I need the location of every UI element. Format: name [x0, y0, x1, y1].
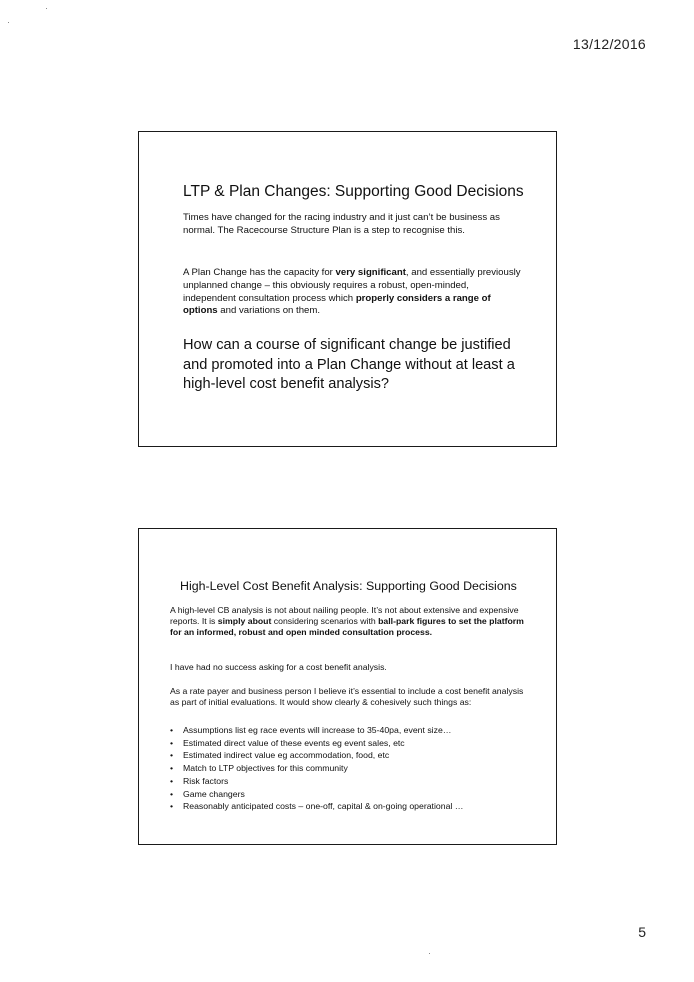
slide-ltp-plan-changes — [138, 131, 557, 447]
slide-title: LTP & Plan Changes: Supporting Good Decisions — [183, 183, 524, 200]
scan-speck — [46, 8, 47, 9]
page-date: 13/12/2016 — [572, 36, 646, 52]
slide-paragraph-rate-payer: As a rate payer and business person I believe it’s essential to include a cost benefit analysis as part of initial evaluations. It would show clearly & cohesively such things as: — [170, 686, 524, 708]
list-item: • Estimated direct value of these events eg event sales, etc — [170, 737, 532, 750]
list-item: • Game changers — [170, 788, 532, 801]
text-span: and variations on them. — [217, 305, 321, 317]
slide-paragraph-plan-change — [183, 267, 523, 318]
list-item: • Match to LTP objectives for this community — [170, 762, 532, 775]
scan-speck — [429, 953, 430, 954]
bold-text: very significant — [335, 267, 406, 278]
list-item: • Risk factors — [170, 775, 532, 788]
slide-paragraph-cb-analysis — [170, 605, 532, 639]
slide-cost-benefit-analysis — [138, 528, 557, 845]
slide-paragraph-no-success: I have had no success asking for a cost benefit analysis. — [170, 662, 387, 672]
slide-paragraph-intro: Times have changed for the racing industry and it just can’t be business as normal. The Racecourse Structure Plan is a step to recognise this. — [183, 212, 500, 236]
scan-speck — [8, 22, 9, 23]
text-span: A high-level CB analysis is not about nailing people. It’s not about extensive and expensive reports. It is — [170, 605, 519, 627]
page-number: 5 — [638, 924, 646, 940]
bold-text: properly considers a range of options — [183, 292, 491, 317]
slide-title: High-Level Cost Benefit Analysis: Supporting Good Decisions — [180, 579, 517, 593]
text-span: , and essentially previously unplanned change – this obviously requires a robust, open-minded, independent consultation process which — [183, 267, 521, 304]
list-item: • Reasonably anticipated costs – one-off, capital & on-going operational … — [170, 800, 532, 813]
text-span: A Plan Change has the capacity for — [183, 267, 336, 278]
slide-question: How can a course of significant change be justified and promoted into a Plan Change without at least a high-level cost benefit analysis? — [183, 337, 515, 392]
text-span: considering scenarios with — [271, 616, 379, 627]
list-item: • Estimated indirect value eg accommodation, food, etc — [170, 749, 532, 762]
bold-text: ball-park figures to set the platform for an informed, robust and open minded consultation process. — [170, 616, 524, 638]
bold-text: simply about — [217, 616, 272, 627]
bullet-list — [170, 724, 532, 813]
list-item: • Assumptions list eg race events will increase to 35-40pa, event size… — [170, 724, 532, 737]
